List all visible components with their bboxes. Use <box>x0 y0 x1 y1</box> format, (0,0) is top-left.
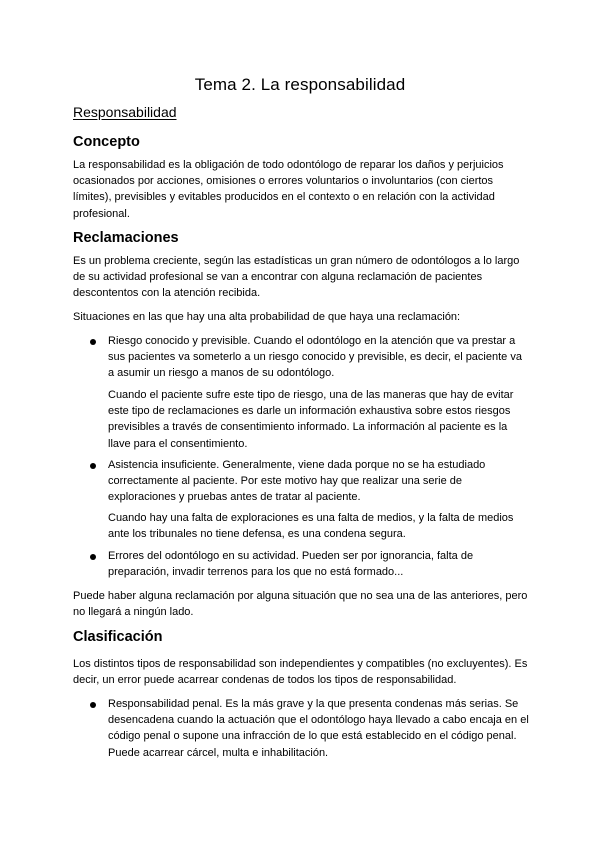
reclamaciones-intro: Es un problema creciente, según las estadísticas un gran número de odontólogos a lo largo de su actividad profesional se van a encontrar con alguna reclamación de pacientes descontentos con la atención recibida. <box>73 255 520 300</box>
bullet-icon <box>90 702 96 708</box>
bullet-icon <box>90 463 96 469</box>
section-subtitle: Responsabilidad <box>73 104 177 120</box>
list-item-riesgo-extra: Cuando el paciente sufre este tipo de riesgo, una de las maneras que hay de evitar este tipo de reclamaciones es darle un información exhaustiva sobre estos riesgos previsibles a través de consentimiento informado. La información al paciente es la llave para el consentimiento. <box>108 389 514 450</box>
concepto-paragraph: La responsabilidad es la obligación de todo odontólogo de reparar los daños y perjuicios ocasionados por acciones, omisiones o errores voluntarios o involuntarios (con ciertos límites), previsibles y evitables producidos en el contexto o en relación con la actividad profesional. <box>73 159 504 220</box>
list-item-asistencia-extra: Cuando hay una falta de exploraciones es una falta de medios, y la falta de medios ante los tribunales no tiene defensa, es una condena segura. <box>108 512 514 541</box>
heading-reclamaciones: Reclamaciones <box>73 230 179 246</box>
list-item-responsabilidad-penal: Responsabilidad penal. Es la más grave y la que presenta condenas más serias. Se desencadena cuando la actuación que el odontólogo haya llevado a cabo encaja en el código penal o supone una infracción de lo que está establecido en el código penal. Puede acarrear cárcel, multa e inhabilitación. <box>108 698 529 759</box>
list-item-asistencia: Asistencia insuficiente. Generalmente, viene dada porque no se ha estudiado correctamente al paciente. Por este motivo hay que realizar una serie de exploraciones y pruebas antes de tratar al paciente. <box>108 459 486 504</box>
list-item-riesgo: Riesgo conocido y previsible. Cuando el odontólogo en la atención que va prestar a sus pacientes va someterlo a un riesgo conocido y previsible, es decir, el paciente va a asumir un riesgo a manos de su odontólogo. <box>108 335 522 380</box>
heading-concepto: Concepto <box>73 134 140 150</box>
reclamaciones-closing: Puede haber alguna reclamación por alguna situación que no sea una de las anteriores, pero no llegará a ningún lado. <box>73 590 528 619</box>
list-item-errores: Errores del odontólogo en su actividad. Pueden ser por ignorancia, falta de preparación, invadir terrenos para los que no está formado... <box>108 550 474 579</box>
bullet-icon <box>90 339 96 345</box>
clasificacion-intro: Los distintos tipos de responsabilidad son independientes y compatibles (no excluyentes). Es decir, un error puede acarrear condenas de todos los tipos de responsabilidad. <box>73 658 528 687</box>
page-title: Tema 2. La responsabilidad <box>194 75 406 94</box>
heading-clasificacion: Clasificación <box>73 629 163 645</box>
bullet-icon <box>90 554 96 560</box>
reclamaciones-situaciones: Situaciones en las que hay una alta probabilidad de que haya una reclamación: <box>73 311 461 323</box>
